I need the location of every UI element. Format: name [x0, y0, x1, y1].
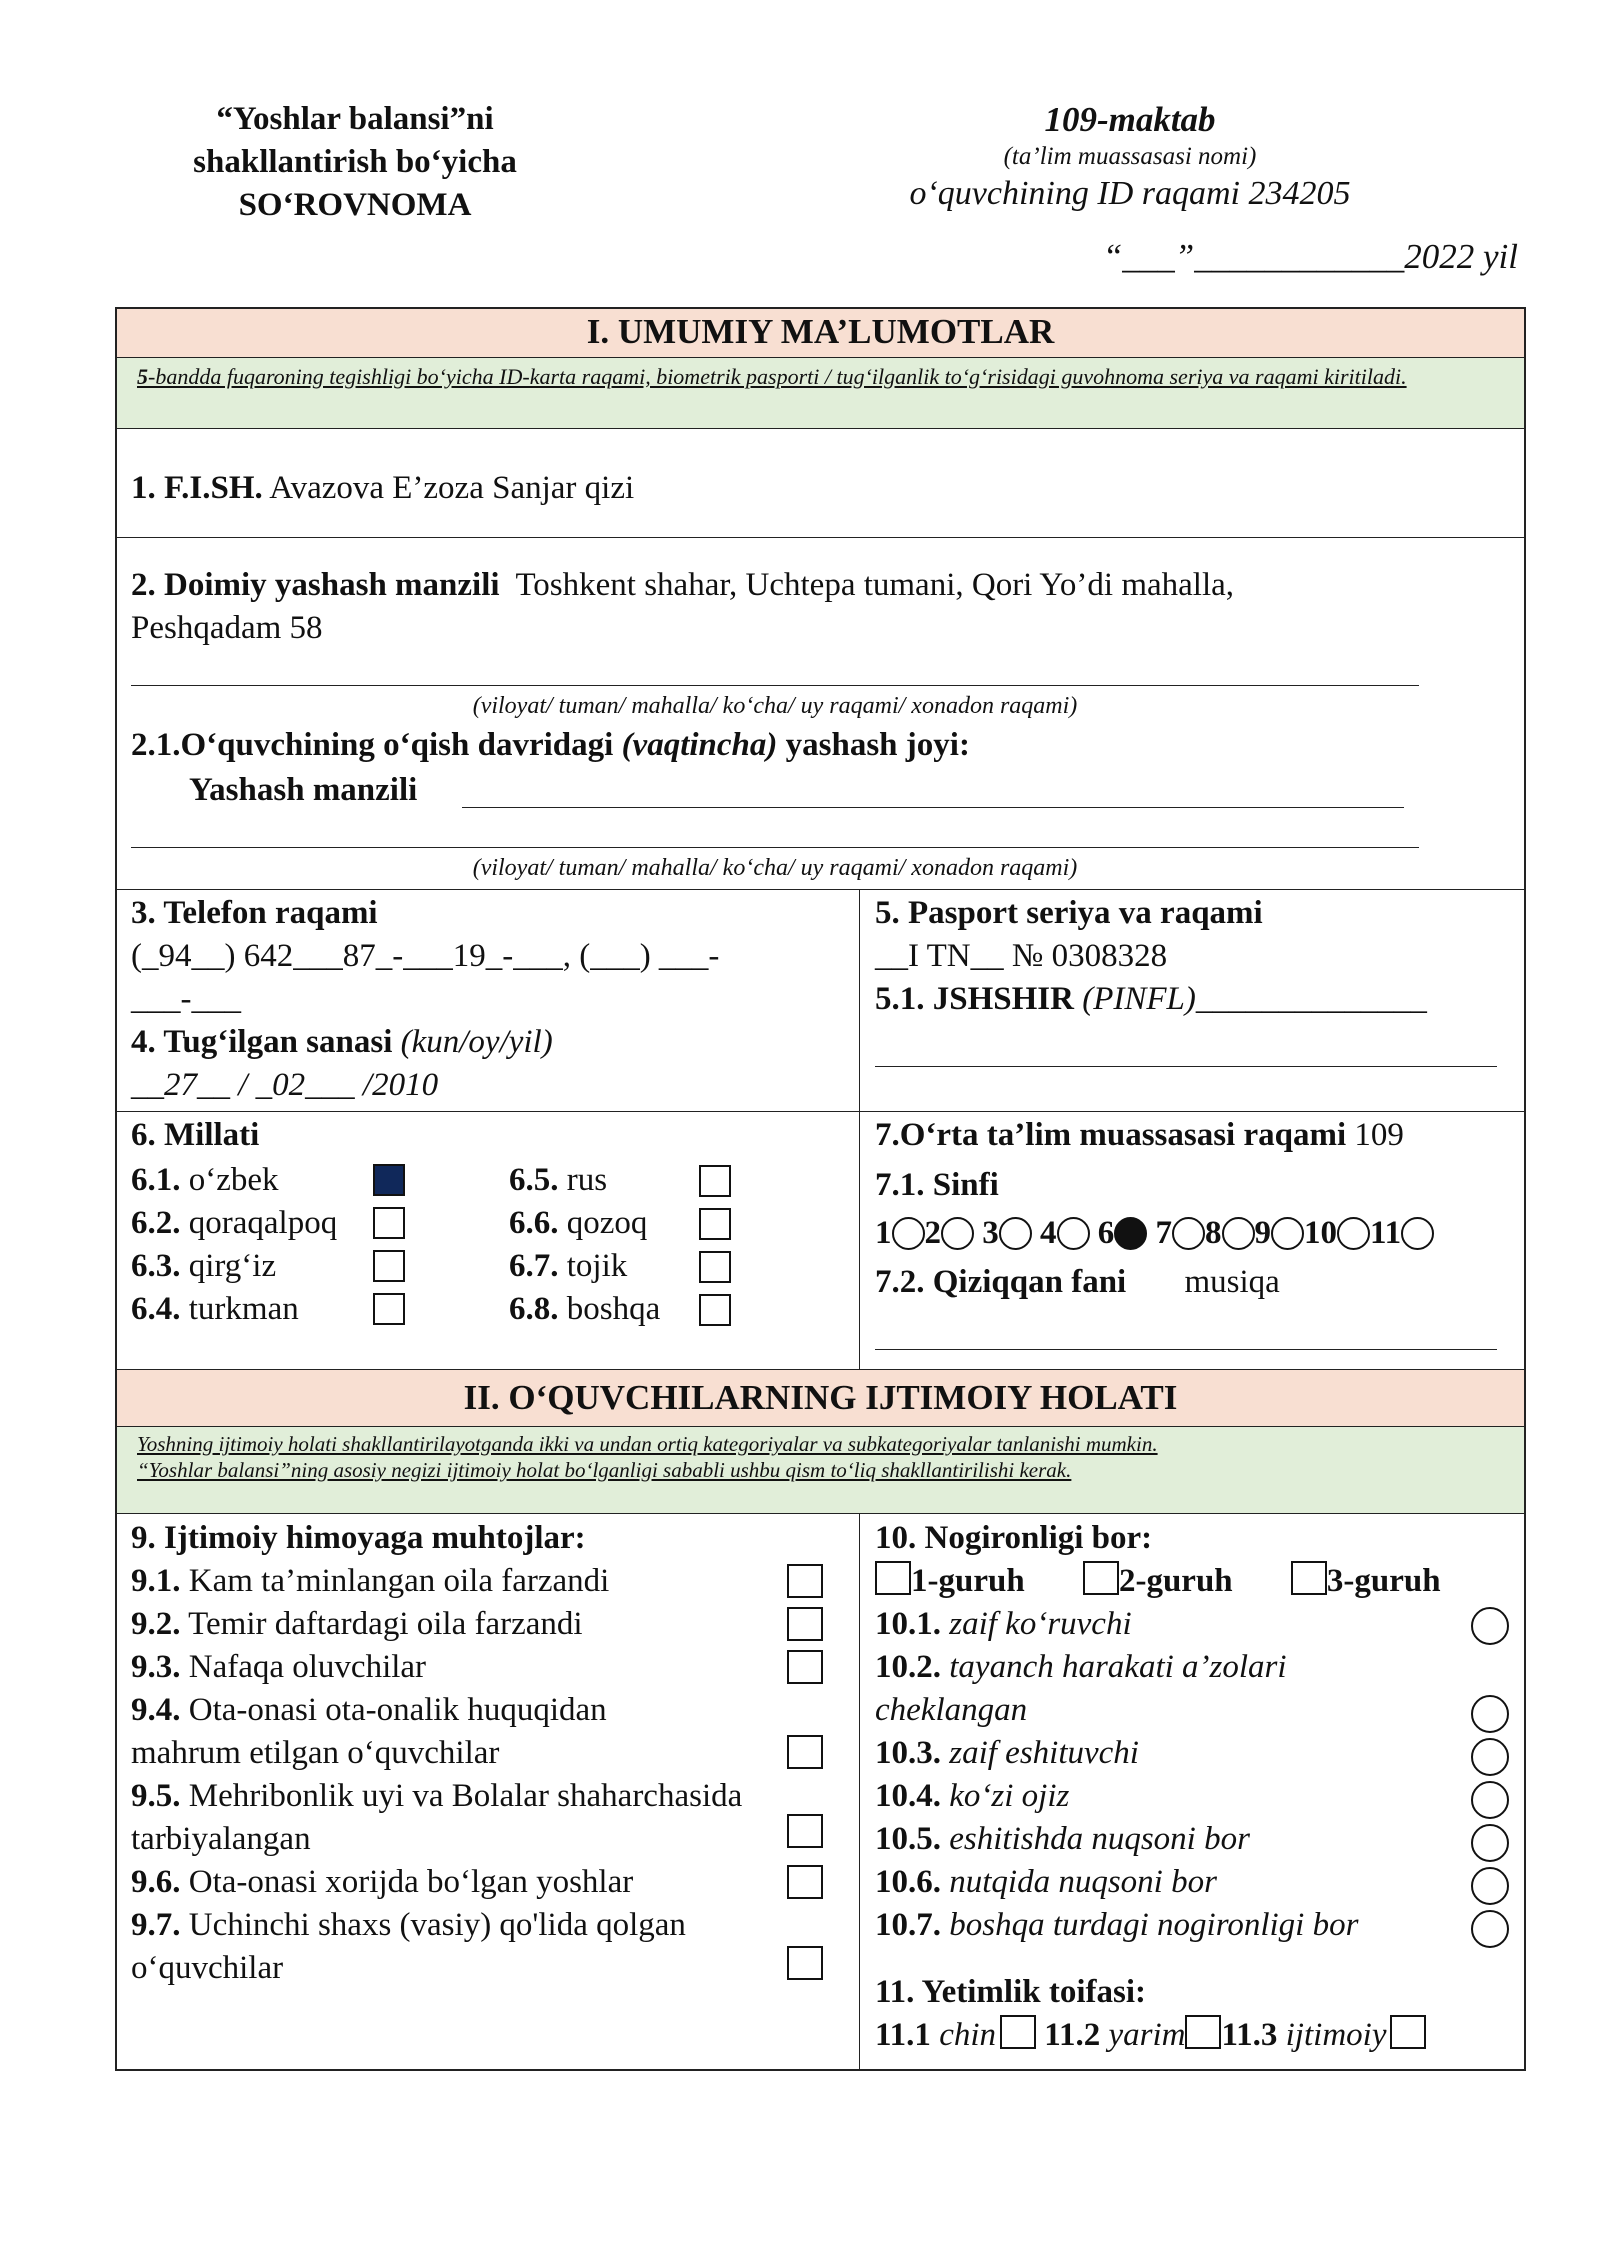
grade-option-2[interactable] [925, 1212, 975, 1255]
address-label: 2. Doimiy yashash manzili [131, 567, 500, 603]
orphan-option-1[interactable] [875, 2017, 1036, 2053]
social-item-2 [131, 1603, 583, 1646]
social-num: 9.3. [131, 1649, 181, 1685]
nationality-checkbox-tojik[interactable] [699, 1251, 731, 1284]
pinfl-blank[interactable]: ______________ [1195, 981, 1427, 1017]
social-item-6 [131, 1861, 633, 1904]
disability-item-7 [875, 1904, 1358, 1947]
section-2-note-1: Yoshning ijtimoiy holati shakllantirilayotganda ikki va undan ortiq kategoriyalar va subkategoriyalar tanlanishi mumkin. [137, 1432, 1158, 1456]
nationality-option-uzbek [131, 1159, 279, 1202]
grade-num: 4 [1040, 1215, 1057, 1251]
orphan-text: yarim [1108, 2017, 1186, 2053]
group-label: 2-guruh [1118, 1563, 1233, 1599]
grade-num: 7 [1155, 1215, 1172, 1251]
address-value-2[interactable]: Peshqadam 58 [131, 610, 323, 646]
social-item-3 [131, 1646, 426, 1689]
disability-item-2 [875, 1646, 1287, 1732]
social-item-5 [131, 1775, 742, 1861]
interest-value[interactable]: musiqa [1184, 1264, 1280, 1300]
address-caption: (viloyat/ tuman/ mahalla/ ko‘cha/ uy raqami/ xonadon raqami) [472, 693, 1078, 719]
disability-text-2: cheklangan [875, 1692, 1028, 1728]
grade-radio[interactable] [1172, 1217, 1205, 1250]
grade-num: 3 [982, 1215, 999, 1251]
orphan-options [875, 2014, 1426, 2057]
section-1-note [117, 358, 1524, 428]
grade-num: 6 [1097, 1215, 1115, 1251]
social-text-2: mahrum etilgan o‘quvchilar [131, 1735, 500, 1771]
nat-num: 6.7. [509, 1248, 559, 1284]
social-text: Temir daftardagi oila farzandi [188, 1606, 583, 1642]
form-title [150, 98, 560, 227]
passport-value[interactable]: __I TN__ № 0308328 [875, 938, 1168, 974]
address-block [131, 564, 1511, 650]
phone-value-1[interactable]: (_94__) 642___87_-___19_-___, (___) ___- [131, 938, 720, 974]
disability-radio-1[interactable] [1471, 1607, 1509, 1645]
disability-text: zaif eshituvchi [949, 1735, 1139, 1771]
phone-block [131, 892, 851, 1107]
social-num: 9.2. [131, 1606, 181, 1642]
nat-label: turkman [188, 1291, 299, 1327]
disability-radio-6[interactable] [1471, 1867, 1509, 1905]
interest-label: 7.2. Qiziqqan fani [875, 1264, 1127, 1300]
disability-group-3[interactable] [1291, 1563, 1441, 1599]
grade-radio[interactable] [941, 1217, 974, 1250]
nat-num: 6.3. [131, 1248, 181, 1284]
nationality-label: 6. Millati [131, 1117, 260, 1153]
nationality-option-rus [509, 1159, 607, 1202]
social-text: Ota-onasi ota-onalik huquqidan [188, 1692, 607, 1728]
social-checkbox-6[interactable] [787, 1865, 823, 1900]
grade-option-1[interactable] [875, 1212, 925, 1255]
social-checkbox-4[interactable] [787, 1735, 823, 1770]
address-blank-line[interactable] [131, 685, 1419, 686]
nationality-checkbox-turkman[interactable] [373, 1293, 405, 1326]
disability-groups [875, 1560, 1515, 1603]
social-num: 9.1. [131, 1563, 181, 1599]
grade-option-3[interactable] [982, 1212, 1032, 1255]
social-checkbox-2[interactable] [787, 1607, 823, 1642]
nat-num: 6.8. [509, 1291, 559, 1327]
nationality-checkbox-boshqa[interactable] [699, 1294, 731, 1327]
birth-label: 4. Tug‘ilgan sanasi [131, 1024, 393, 1060]
social-text-2: o‘quvchilar [131, 1950, 284, 1986]
disability-label: 10. Nogironligi bor: [875, 1520, 1153, 1556]
disability-text: tayanch harakati a’zolari [949, 1649, 1287, 1685]
nationality-option-qirgiz [131, 1245, 276, 1288]
nat-label: boshqa [566, 1291, 661, 1327]
grade-radio[interactable] [1401, 1217, 1434, 1250]
grade-option-7[interactable] [1156, 1212, 1206, 1255]
section-2-note [117, 1427, 1524, 1513]
grade-radio[interactable] [1271, 1217, 1304, 1250]
orphan-text: ijtimoiy [1285, 2017, 1387, 2053]
orphan-num: 11.3 [1221, 2017, 1278, 2053]
temp-address-sub-label: Yashash manzili [189, 772, 418, 808]
nat-label: o‘zbek [188, 1162, 279, 1198]
grade-option-10[interactable] [1304, 1212, 1370, 1255]
nationality-checkbox-qoraqalpoq[interactable] [373, 1207, 405, 1240]
social-text: Kam ta’minlangan oila farzandi [188, 1563, 610, 1599]
social-label: 9. Ijtimoiy himoyaga muhtojlar: [131, 1520, 586, 1556]
social-item-4 [131, 1689, 607, 1775]
social-checkbox-5[interactable] [787, 1814, 823, 1849]
grade-option-9[interactable] [1255, 1212, 1305, 1255]
disability-group-2[interactable] [1083, 1563, 1233, 1599]
disability-num: 10.3. [875, 1735, 941, 1771]
grade-radio[interactable] [1222, 1217, 1255, 1250]
disability-num: 10.5. [875, 1821, 941, 1857]
temp-address-label-b: (vaqtincha) [621, 727, 778, 763]
nationality-checkbox-uzbek[interactable] [373, 1164, 405, 1197]
orphan-checkbox[interactable] [1185, 2015, 1221, 2049]
school-note: (ta’lim muassasasi nomi) [1003, 143, 1257, 170]
disability-text: boshqa turdagi nogironligi bor [949, 1907, 1359, 1943]
temp-address-label-a: 2.1.O‘quvchining o‘qish davridagi [131, 727, 622, 763]
nationality-option-qozoq [509, 1202, 647, 1245]
grade-radio[interactable] [892, 1217, 925, 1250]
nationality-option-turkman [131, 1288, 299, 1331]
nat-num: 6.1. [131, 1162, 181, 1198]
disability-item-4 [875, 1775, 1069, 1818]
disability-radio-4[interactable] [1471, 1781, 1509, 1819]
disability-item-5 [875, 1818, 1250, 1861]
nationality-checkbox-rus[interactable] [699, 1165, 731, 1198]
orphan-text: chin [939, 2017, 997, 2053]
grade-num: 11 [1370, 1215, 1402, 1251]
fish-value[interactable]: Avazova E’zoza Sanjar qizi [269, 470, 635, 506]
fish-row [131, 467, 634, 510]
form-title-line-3: SO‘ROVNOMA [238, 187, 472, 223]
disability-text: zaif ko‘ruvchi [949, 1606, 1132, 1642]
disability-num: 10.4. [875, 1778, 941, 1814]
social-num: 9.7. [131, 1907, 181, 1943]
disability-num: 10.6. [875, 1864, 941, 1900]
grade-num: 8 [1205, 1215, 1222, 1251]
nationality-option-tojik [509, 1245, 627, 1288]
nat-num: 6.2. [131, 1205, 181, 1241]
nat-label: qoraqalpoq [188, 1205, 338, 1241]
nationality-checkbox-qozoq[interactable] [699, 1208, 731, 1241]
interest-blank-line[interactable] [875, 1349, 1497, 1350]
social-item-1 [131, 1560, 609, 1603]
student-id: o‘quvchining ID raqami 234205 [909, 175, 1351, 212]
grade-radio[interactable] [1337, 1217, 1370, 1250]
nat-label: qozoq [566, 1205, 648, 1241]
form-title-line-2: shakllantirish bo‘yicha [193, 144, 517, 180]
disability-item-3 [875, 1732, 1139, 1775]
social-text: Mehribonlik uyi va Bolalar shaharchasida [188, 1778, 743, 1814]
form-title-line-1: “Yoshlar balansi”ni [216, 101, 494, 137]
social-text: Ota-onasi xorijda bo‘lgan yoshlar [188, 1864, 634, 1900]
temp-address-blank-1[interactable] [462, 807, 1404, 808]
birth-format: (kun/oy/yil) [400, 1024, 553, 1060]
school-number-row [875, 1114, 1404, 1157]
nat-label: rus [566, 1162, 608, 1198]
disability-radio-2[interactable] [1471, 1695, 1509, 1733]
nationality-option-boshqa [509, 1288, 660, 1331]
disability-group-1[interactable] [875, 1563, 1025, 1599]
temp-address-label-c: yashash joyi: [777, 727, 970, 763]
social-num: 9.4. [131, 1692, 181, 1728]
social-checkbox-1[interactable] [787, 1564, 823, 1599]
orphan-num: 11.2 [1044, 2017, 1101, 2053]
grade-num: 1 [875, 1215, 892, 1251]
social-num: 9.5. [131, 1778, 181, 1814]
disability-num: 10.7. [875, 1907, 941, 1943]
social-checkbox-3[interactable] [787, 1650, 823, 1685]
grade-option-8[interactable] [1205, 1212, 1255, 1255]
nationality-checkbox-qirgiz[interactable] [373, 1250, 405, 1283]
disability-radio-7[interactable] [1471, 1910, 1509, 1948]
section-1-note-text: -bandda fuqaroning tegishligi bo‘yicha ID-karta raqami, biometrik pasporti / tug‘ilganlik to‘g‘risidagi guvohnoma seriya va raqami kiritiladi. [148, 364, 1407, 389]
grade-option-4[interactable] [1040, 1212, 1090, 1255]
birth-value[interactable]: __27__ / _02___ /2010 [131, 1067, 439, 1103]
disability-num: 10.2. [875, 1649, 941, 1685]
orphan-label: 11. Yetimlik toifasi: [875, 1974, 1147, 2010]
social-text-2: tarbiyalangan [131, 1821, 311, 1857]
social-text: Nafaqa oluvchilar [188, 1649, 427, 1685]
orphan-num: 11.1 [875, 2017, 931, 2053]
passport-label: 5. Pasport seriya va raqami [875, 895, 1263, 931]
social-text: Uchinchi shaxs (vasiy) qo'lida qolgan [188, 1907, 686, 1943]
pinfl-blank-line[interactable] [875, 1066, 1497, 1067]
disability-item-1 [875, 1603, 1132, 1646]
grade-radio-selected[interactable] [1114, 1217, 1147, 1250]
orphan-option-3[interactable] [1221, 2017, 1426, 2053]
orphan-checkbox[interactable] [1390, 2015, 1426, 2049]
survey-table [115, 307, 1526, 2071]
school-name: 109-maktab [1044, 100, 1216, 139]
pinfl-note: (PINFL) [1082, 981, 1196, 1017]
section-2-header: II. O‘QUVCHILARNING IJTIMOIY HOLATI [117, 1370, 1524, 1426]
school-number-label: 7.O‘rta ta’lim muassasasi raqami [875, 1117, 1347, 1153]
nat-label: qirg‘iz [188, 1248, 277, 1284]
nationality-option-qoraqalpoq [131, 1202, 337, 1245]
social-checkbox-7[interactable] [787, 1946, 823, 1981]
phone-label: 3. Telefon raqami [131, 895, 378, 931]
section-1-header: I. UMUMIY MA’LUMOTLAR [117, 309, 1524, 357]
disability-text: nutqida nuqsoni bor [949, 1864, 1217, 1900]
grade-num: 10 [1304, 1215, 1337, 1251]
grade-option-6[interactable] [1098, 1212, 1148, 1255]
grade-option-11[interactable] [1370, 1212, 1434, 1255]
orphan-option-2[interactable] [1044, 2017, 1221, 2053]
address-value-1[interactable]: Toshkent shahar, Uchtepa tumani, Qori Yo’di mahalla, [515, 567, 1235, 603]
group-label: 1-guruh [911, 1563, 1025, 1599]
grade-radio[interactable] [1057, 1217, 1090, 1250]
nat-num: 6.4. [131, 1291, 181, 1327]
passport-block [875, 892, 1515, 1021]
social-item-7 [131, 1904, 686, 1990]
temp-address-blank-2[interactable] [131, 847, 1419, 848]
disability-item-6 [875, 1861, 1217, 1904]
date-line: “___”____________2022 yil [1102, 237, 1518, 276]
nat-num: 6.6. [509, 1205, 559, 1241]
interest-row [875, 1261, 1280, 1304]
social-num: 9.6. [131, 1864, 181, 1900]
section-2-note-2: “Yoshlar balansi”ning asosiy negizi ijtimoiy holat bo‘lganligi sababli ushbu qism to‘liq shakllantirilishi kerak. [137, 1458, 1072, 1482]
grade-radio[interactable] [999, 1217, 1032, 1250]
nat-num: 6.5. [509, 1162, 559, 1198]
temp-address-caption: (viloyat/ tuman/ mahalla/ ko‘cha/ uy raqami/ xonadon raqami) [472, 855, 1078, 881]
disability-text: ko‘zi ojiz [949, 1778, 1070, 1814]
school-number-value[interactable]: 109 [1354, 1117, 1404, 1153]
grade-label: 7.1. Sinfi [875, 1167, 999, 1203]
disability-text: eshitishda nuqsoni bor [949, 1821, 1250, 1857]
disability-num: 10.1. [875, 1606, 941, 1642]
grade-num: 9 [1254, 1215, 1271, 1251]
fish-label: 1. F.I.SH. [131, 470, 263, 506]
section-1-note-num: 5 [137, 364, 148, 389]
disability-radio-5[interactable] [1471, 1824, 1509, 1862]
group-label: 3-guruh [1326, 1563, 1441, 1599]
phone-value-2[interactable]: ___-___ [131, 981, 241, 1017]
orphan-checkbox[interactable] [1000, 2015, 1036, 2049]
grade-num: 2 [924, 1215, 941, 1251]
pinfl-label: 5.1. JSHSHIR [875, 981, 1074, 1017]
school-block [780, 98, 1480, 216]
temp-address-label [131, 724, 970, 767]
disability-radio-3[interactable] [1471, 1738, 1509, 1776]
nat-label: tojik [566, 1248, 628, 1284]
grade-options [875, 1212, 1434, 1255]
